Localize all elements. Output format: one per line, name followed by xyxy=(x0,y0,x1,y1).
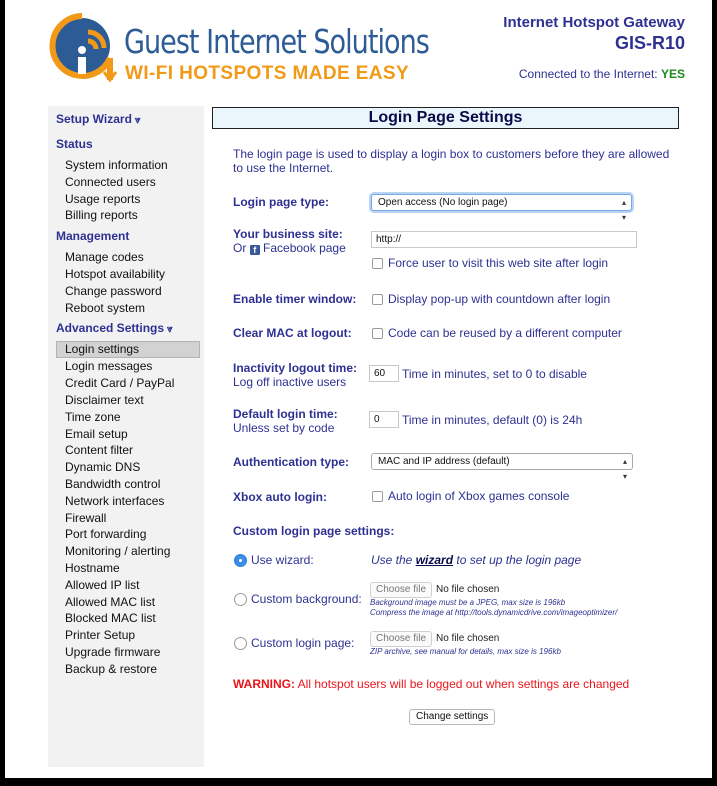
sidebar-item-billing-reports[interactable]: Billing reports xyxy=(65,208,138,223)
sidebar-item-system-information[interactable]: System information xyxy=(65,158,168,172)
select-arrows-icon: ▴ ▾ xyxy=(621,198,626,222)
default-login-label: Default login time: Unless set by code xyxy=(233,407,338,435)
sidebar-item-connected-users[interactable]: Connected users xyxy=(65,174,156,189)
use-wizard-radio[interactable] xyxy=(234,554,247,567)
sidebar-item-credit-card-paypal[interactable]: Credit Card / PayPal xyxy=(65,376,175,391)
clear-mac-option: Code can be reused by a different computer xyxy=(388,326,622,340)
custom-background-file-status: No file chosen xyxy=(436,584,500,595)
sidebar-item-disclaimer-text[interactable]: Disclaimer text xyxy=(65,392,144,407)
sidebar-item-login-messages[interactable]: Login messages xyxy=(65,359,153,374)
custom-login-page-note: ZIP archive, see manual for details, max size is 196kb xyxy=(370,647,561,656)
xbox-checkbox[interactable] xyxy=(372,491,383,502)
timer-window-label: Enable timer window: xyxy=(233,292,357,306)
device-info xyxy=(503,14,685,81)
custom-login-page-label: Custom login page: xyxy=(251,636,355,650)
sidebar-setup-wizard[interactable] xyxy=(48,111,204,128)
connection-status xyxy=(503,67,685,81)
sidebar-item-network-interfaces[interactable]: Network interfaces xyxy=(65,493,165,508)
sidebar-item-blocked-mac-list[interactable]: Blocked MAC list xyxy=(65,611,156,626)
auth-type-select[interactable] xyxy=(371,453,633,481)
custom-background-label: Custom background: xyxy=(251,592,362,606)
timer-window-checkbox[interactable] xyxy=(372,294,383,305)
change-settings-button[interactable]: Change settings xyxy=(409,709,495,725)
login-page-type-select[interactable] xyxy=(371,194,632,222)
sidebar-item-change-password[interactable]: Change password xyxy=(65,283,162,298)
warning-message: WARNING: All hotspot users will be logged out when settings are changed xyxy=(233,677,630,691)
sidebar-item-bandwidth-control[interactable]: Bandwidth control xyxy=(65,476,161,491)
sidebar-item-usage-reports[interactable]: Usage reports xyxy=(65,191,141,206)
clear-mac-checkbox[interactable] xyxy=(372,328,383,339)
custom-login-page-choose-file-button[interactable]: Choose file xyxy=(370,631,432,647)
setup-wizard-label: Setup Wizard xyxy=(56,112,132,126)
sidebar-item-hotspot-availability[interactable]: Hotspot availability xyxy=(65,266,166,281)
force-visit-label: Force user to visit this web site after login xyxy=(388,256,609,270)
sidebar-item-dynamic-dns[interactable]: Dynamic DNS xyxy=(65,460,141,475)
custom-settings-heading: Custom login page settings: xyxy=(233,524,395,538)
business-site-input[interactable]: http:// xyxy=(371,231,637,248)
default-login-input[interactable]: 0 xyxy=(369,411,399,428)
page xyxy=(5,0,712,778)
custom-background-choose-file-button[interactable]: Choose file xyxy=(370,582,432,598)
custom-login-page-file-status: No file chosen xyxy=(436,633,500,644)
custom-background-compress-note: Compress the image at http://tools.dynamicdrive.com/imageoptimizer/ xyxy=(370,608,618,617)
sidebar-item-backup-restore[interactable]: Backup & restore xyxy=(65,661,158,676)
sidebar-item-upgrade-firmware[interactable]: Upgrade firmware xyxy=(65,644,161,659)
advanced-settings-label: Advanced Settings xyxy=(56,321,165,336)
sidebar-item-allowed-mac-list[interactable]: Allowed MAC list xyxy=(65,594,156,609)
inactivity-input[interactable]: 60 xyxy=(369,365,399,382)
timer-window-option: Display pop-up with countdown after login xyxy=(388,292,611,306)
default-login-hint: Time in minutes, default (0) is 24h xyxy=(402,413,583,427)
brand-tagline: WI-FI HOTSPOTS MADE EASY xyxy=(125,63,410,84)
sidebar-item-content-filter[interactable]: Content filter xyxy=(65,443,134,458)
login-page-type-value: Open access (No login page) xyxy=(378,197,508,208)
guest-internet-logo-icon xyxy=(48,10,120,82)
expand-arrow-icon: ⩔ xyxy=(167,324,173,336)
force-visit-checkbox[interactable] xyxy=(372,258,383,269)
business-site-label: Your business site: Or f Facebook page xyxy=(233,227,346,255)
sidebar-item-email-setup[interactable]: Email setup xyxy=(65,426,128,441)
auth-type-value: MAC and IP address (default) xyxy=(378,456,510,467)
select-arrows-icon: ▴ ▾ xyxy=(622,457,627,481)
sidebar-section-advanced-settings[interactable] xyxy=(48,320,204,337)
sidebar-item-manage-codes[interactable]: Manage codes xyxy=(65,250,144,265)
login-page-type-label: Login page type: xyxy=(233,195,329,209)
sidebar-item-port-forwarding[interactable]: Port forwarding xyxy=(65,527,147,542)
sidebar-item-reboot-system[interactable]: Reboot system xyxy=(65,300,146,315)
sidebar-item-monitoring-alerting[interactable]: Monitoring / alerting xyxy=(65,544,171,559)
sidebar-item-printer-setup[interactable]: Printer Setup xyxy=(65,628,136,643)
custom-background-note: Background image must be a JPEG, max size is 196kb xyxy=(370,598,566,607)
product-name: Internet Hotspot Gateway xyxy=(503,14,685,31)
expand-arrow-icon: ⩔ xyxy=(134,115,141,126)
sidebar-item-time-zone[interactable]: Time zone xyxy=(65,409,121,424)
brand-logo[interactable] xyxy=(48,10,429,84)
sidebar-item-login-settings[interactable]: Login settings xyxy=(56,341,200,358)
brand-name: Guest Internet Solutions xyxy=(124,22,429,61)
clear-mac-label: Clear MAC at logout: xyxy=(233,326,352,340)
sidebar-section-status[interactable]: Status xyxy=(56,137,93,151)
intro-text: The login page is used to display a login box to customers before they are allowed to use the Internet. xyxy=(233,147,670,175)
custom-login-page-radio[interactable] xyxy=(234,637,247,650)
xbox-label: Xbox auto login: xyxy=(233,490,327,504)
wizard-link[interactable]: wizard xyxy=(415,553,454,567)
custom-background-radio[interactable] xyxy=(234,593,247,606)
connection-label: Connected to the Internet: xyxy=(518,67,658,81)
facebook-icon: f xyxy=(250,245,260,255)
sidebar-item-hostname[interactable]: Hostname xyxy=(65,560,120,575)
inactivity-label: Inactivity logout time: Log off inactive users xyxy=(233,361,358,389)
sidebar-nav xyxy=(48,106,204,767)
use-wizard-description: Use the wizard to set up the login page xyxy=(371,553,582,567)
use-wizard-label: Use wizard: xyxy=(251,553,314,567)
sidebar-section-management[interactable]: Management xyxy=(56,229,130,244)
model-name: GIS-R10 xyxy=(614,33,685,53)
inactivity-hint: Time in minutes, set to 0 to disable xyxy=(402,367,587,381)
sidebar-item-firewall[interactable]: Firewall xyxy=(65,510,107,525)
xbox-option: Auto login of Xbox games console xyxy=(388,489,570,503)
connection-value: YES xyxy=(660,67,685,81)
sidebar-item-allowed-ip-list[interactable]: Allowed IP list xyxy=(65,577,140,592)
page-title: Login Page Settings xyxy=(212,107,679,129)
auth-type-label: Authentication type: xyxy=(233,455,349,469)
